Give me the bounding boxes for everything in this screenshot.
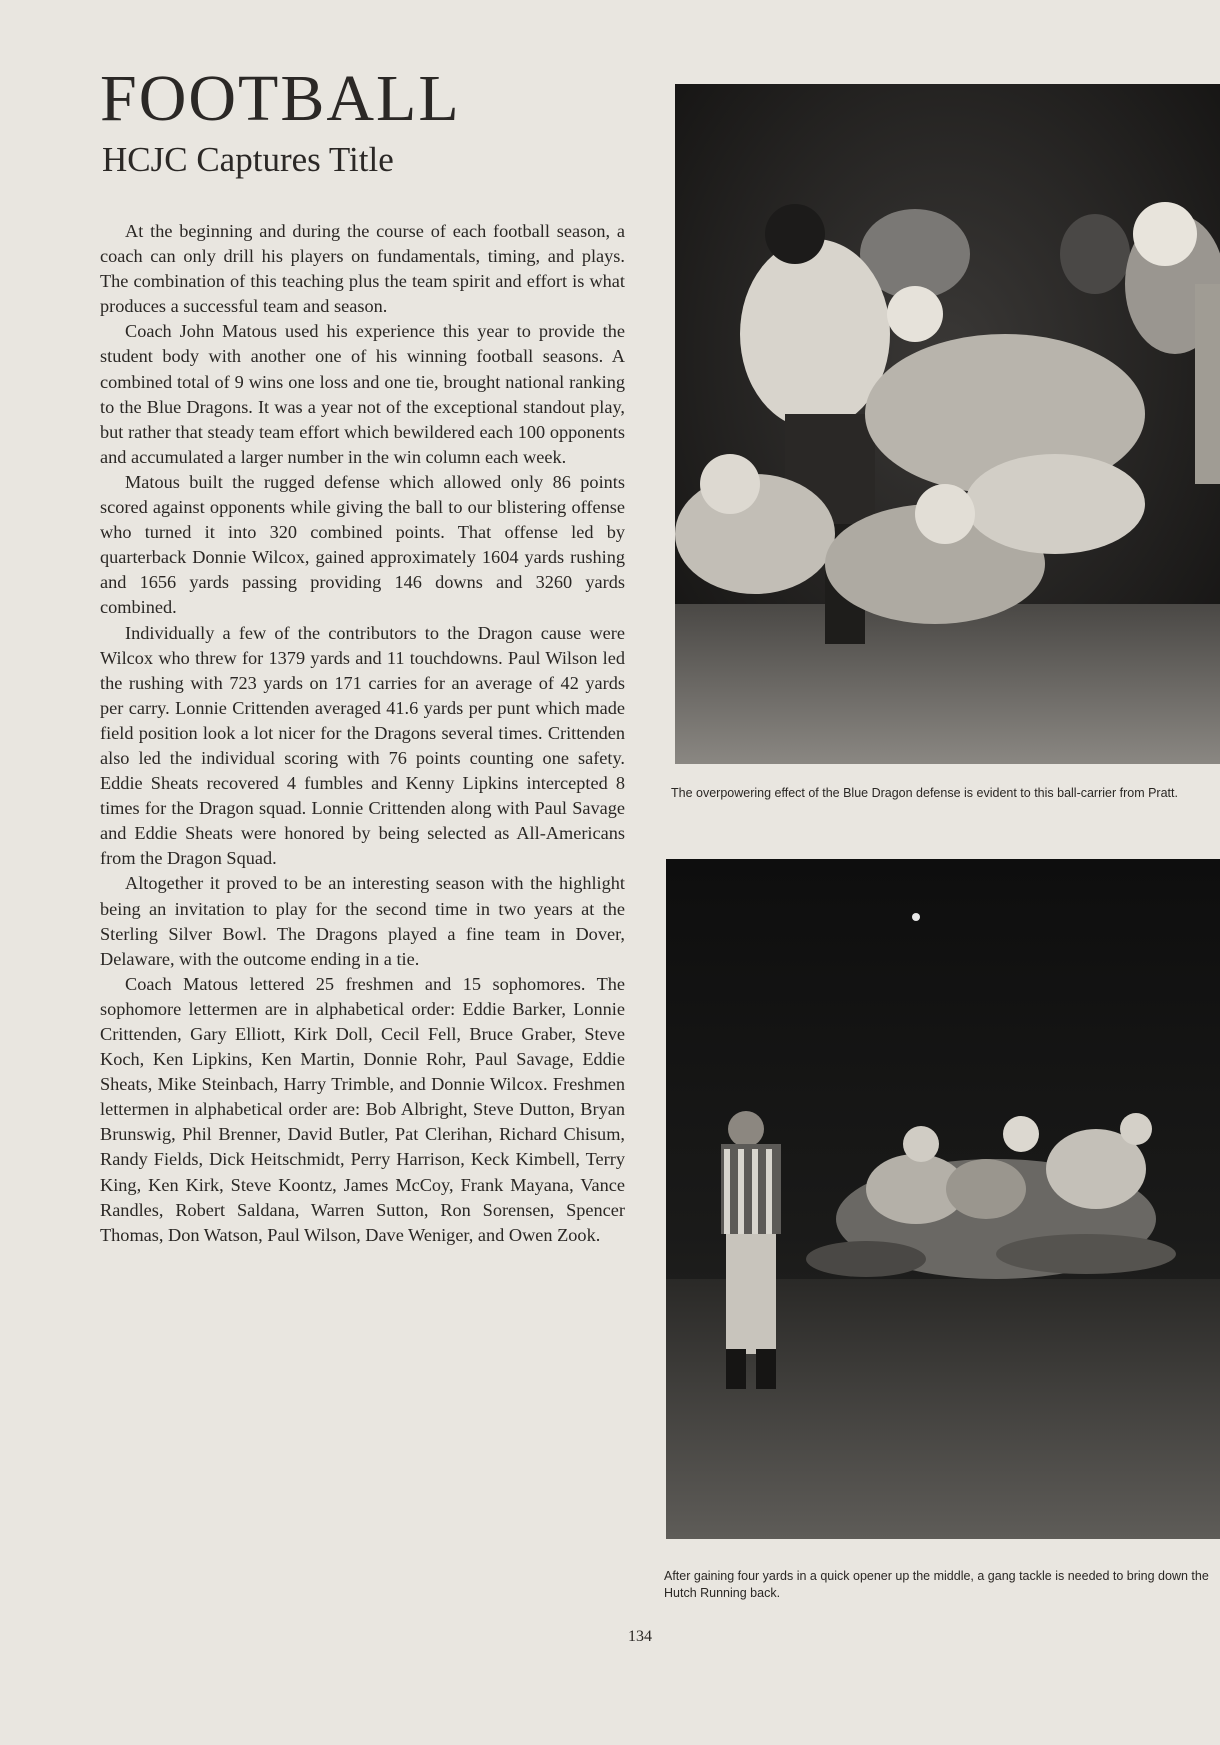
article-body: [100, 219, 625, 1248]
article-paragraph: Matous built the rugged defense which allowed only 86 points scored against opponents while giving the ball to our blistering offense who turned it into 320 combined points. That offense led by quarterback Donnie Wilcox, gained approximately 1604 yards rushing and 1656 yards passing providing 146 downs and 3260 yards combined.: [100, 471, 625, 618]
article-paragraph: Coach John Matous used his experience this year to provide the student body with another one of his winning football seasons. A combined total of 9 wins one loss and one tie, brought national ranking to the Blue Dragons. It was a year not of the exceptional standout play, but rather that steady team effort which bewildered each 100 opponents and accumulated a larger number in the win column each week.: [100, 321, 625, 467]
page-number: 134: [628, 1628, 652, 1645]
page-title: FOOTBALL: [100, 62, 461, 135]
article-paragraph: At the beginning and during the course of each football season, a coach can only drill his players on fundamentals, timing, and plays. The combination of this teaching plus the team spirit and effort is what produces a successful team and season.: [100, 221, 625, 317]
article-paragraph: Individually a few of the contributors to the Dragon cause were Wilcox who threw for 1379 yards and 11 touchdowns. Paul Wilson led the rushing with 723 yards on 171 carries for an average of 42 yards per carry. Lonnie Crittenden averaged 41.6 yards per punt which made field position look a lot nicer for the Dragons several times. Crittenden also led the individual scoring with 76 points counting one safety. Eddie Sheats recovered 4 fumbles and Kenny Lipkins intercepted 8 times for the Dragon squad. Lonnie Crittenden along with Paul Savage and Eddie Sheats were honored by being selected as All-Americans from the Dragon Squad.: [100, 622, 625, 869]
article-paragraph: Altogether it proved to be an interesting season with the highlight being an invitation to play for the second time in two years at the Sterling Silver Bowl. The Dragons played a fine team in Dover, Delaware, with the outcome ending in a tie.: [100, 873, 625, 969]
article-paragraph: Coach Matous lettered 25 freshmen and 15 sophomores. The sophomore lettermen are in alphabetical order: Eddie Barker, Lonnie Crittenden, Gary Elliott, Kirk Doll, Cecil Fell, Bruce Graber, Steve Koch, Ken Lipkins, Ken Martin, Donnie Rohr, Paul Savage, Eddie Sheats, Mike Steinbach, Harry Trimble, and Donnie Wilcox. Freshmen lettermen in alphabetical order are: Bob Albright, Steve Dutton, Bryan Brunswig, Phil Brenner, David Butler, Pat Clerihan, Richard Chisum, Randy Fields, Dick Heitschmidt, Perry Harrison, Keck Kimbell, Terry King, Ken Kirk, Steve Koontz, James McCoy, Frank Mayana, Vance Randles, Robert Saldana, Warren Sutton, Ron Sorensen, Spencer Thomas, Don Watson, Paul Wilson, Dave Weniger, and Owen Zook.: [100, 973, 625, 1245]
page-subtitle: HCJC Captures Title: [102, 140, 394, 179]
photo-caption: After gaining four yards in a quick opener up the middle, a gang tackle is needed to bring down the Hutch Running back.: [664, 1569, 1209, 1600]
photo-tackle-pile: [675, 84, 1220, 764]
photo-gang-tackle: [666, 859, 1220, 1539]
photo-caption: The overpowering effect of the Blue Dragon defense is evident to this ball-carrier from Pratt.: [671, 786, 1178, 800]
